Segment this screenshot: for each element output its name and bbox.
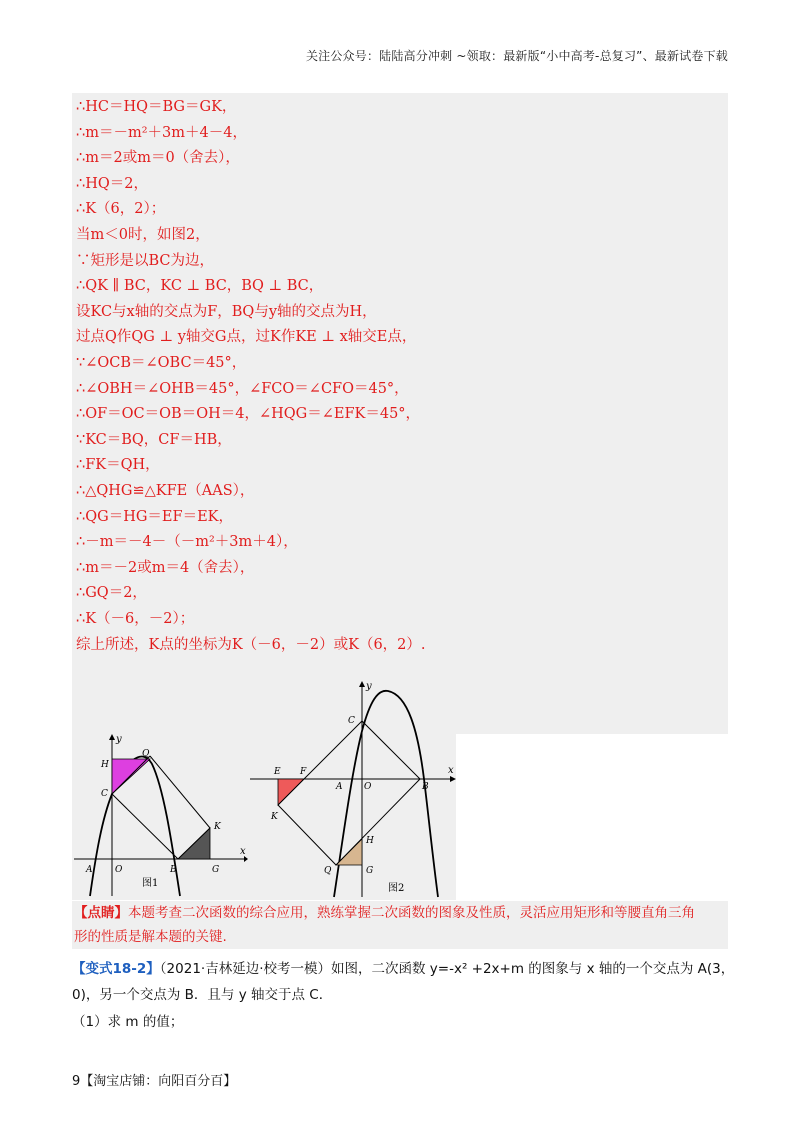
segment-qk [150, 756, 210, 828]
solution-block [72, 93, 728, 734]
label-c: C [348, 716, 355, 726]
solution-line: ∴m＝－m²＋3m＋4－4， [76, 124, 247, 141]
solution-line: ∴QG＝HG＝EF＝EK， [76, 508, 233, 525]
label-k: K [214, 822, 221, 832]
solution-line: ∴QK ∥ BC，KC ⊥ BC，BQ ⊥ BC， [76, 278, 324, 295]
figure-1-svg [72, 734, 248, 900]
question-line-2: 0)，另一个交点为 B．且与 y 轴交于点 C． [72, 987, 333, 1003]
segment-cb [362, 721, 420, 779]
y-axis-arrow [109, 734, 115, 740]
question-line-1 [72, 957, 734, 977]
solution-line: 设KC与x轴的交点为F，BQ与y轴的交点为H， [76, 303, 377, 320]
parabola [90, 756, 180, 896]
note-line-1 [72, 901, 728, 925]
solution-line: 当m＜0时，如图2， [76, 227, 210, 243]
solution-line: ∴K（6，2）； [76, 201, 166, 218]
note-text-2: 形的性质是解本题的关键. [74, 929, 227, 945]
figure-1 [72, 734, 248, 900]
solution-line: ∵∠OCB＝∠OBC＝45°， [76, 355, 247, 371]
question-line-3: （1）求 m 的值； [72, 1014, 184, 1030]
label-c: C [101, 789, 108, 799]
label-y: y [366, 681, 372, 692]
figure-2 [248, 681, 456, 900]
label-x: x [240, 846, 246, 857]
figure-2-svg [248, 681, 456, 900]
label-y: y [116, 734, 122, 745]
solution-line: ∴OF＝OC＝OB＝OH＝4，∠HQG＝∠EFK＝45°， [76, 406, 421, 423]
note-tag: 【点睛】 [74, 905, 128, 921]
y-axis-arrow [359, 681, 365, 687]
label-f: F [300, 767, 307, 777]
solution-line: ∴FK＝QH， [76, 457, 160, 474]
note-text-1: 本题考查二次函数的综合应用，熟练掌握二次函数的图象及性质，灵活应用矩形和等腰直角三角 [128, 905, 695, 921]
solution-line: ∴HQ＝2， [76, 175, 148, 192]
solution-line: ∴m＝2或m＝0（舍去）， [76, 150, 240, 167]
solution-line: ∴GQ＝2， [76, 585, 147, 602]
key-point-note [72, 901, 728, 949]
solution-line: ∴K（－6，－2）； [76, 611, 195, 627]
label-g: G [366, 866, 374, 876]
question-tag: 【变式18-2】 [72, 961, 160, 977]
x-axis-arrow [450, 776, 456, 782]
page-footer: 9【淘宝店铺：向阳百分百】 [72, 1074, 237, 1089]
solution-line: ∴∠OBH＝∠OHB＝45°，∠FCO＝∠CFO＝45°， [76, 380, 409, 397]
solution-line: ∴HC＝HQ＝BG＝GK， [76, 99, 237, 115]
solution-line: ∵矩形是以BC为边， [76, 252, 215, 269]
figure-1-caption: 图1 [142, 878, 159, 889]
solution-line: 过点Q作QG ⊥ y轴交G点，过K作KE ⊥ x轴交E点， [76, 329, 417, 346]
label-h: H [366, 836, 374, 846]
label-g: G [212, 865, 220, 875]
solution-line: ∵KC＝BQ，CF＝HB， [76, 431, 232, 448]
label-q: Q [324, 866, 332, 876]
label-o: O [364, 782, 372, 792]
solution-line: ∴m＝－2或m＝4（舍去）， [76, 559, 255, 576]
question-text-1: （2021·吉林延边·校考一模）如图，二次函数 y=-x² +2x+m 的图象与 x 轴的一个交点为 A(3， [159, 961, 735, 977]
page-header: 关注公众号：陆陆高分冲刺 ~领取：最新版“小中高考-总复习”、最新试卷下载 [305, 49, 728, 63]
label-x: x [448, 765, 454, 776]
label-e: E [274, 767, 281, 777]
label-k: K [271, 812, 278, 822]
segment-qk [278, 805, 336, 865]
label-o: O [115, 865, 123, 875]
solution-line: 综上所述，K点的坐标为K（－6，－2）或K（6，2）. [76, 636, 426, 653]
label-b: B [422, 782, 429, 792]
label-h: H [101, 760, 109, 770]
label-b: B [170, 865, 177, 875]
segment-bq [336, 779, 420, 865]
figure-2-caption: 图2 [388, 883, 405, 894]
solution-line: ∴△QHG≌△KFE（AAS）， [76, 483, 255, 499]
solution-line: ∴－m＝－4－（－m²＋3m＋4）， [76, 534, 298, 551]
label-q: Q [142, 749, 150, 759]
label-a: A [86, 865, 93, 875]
label-a: A [336, 782, 343, 792]
